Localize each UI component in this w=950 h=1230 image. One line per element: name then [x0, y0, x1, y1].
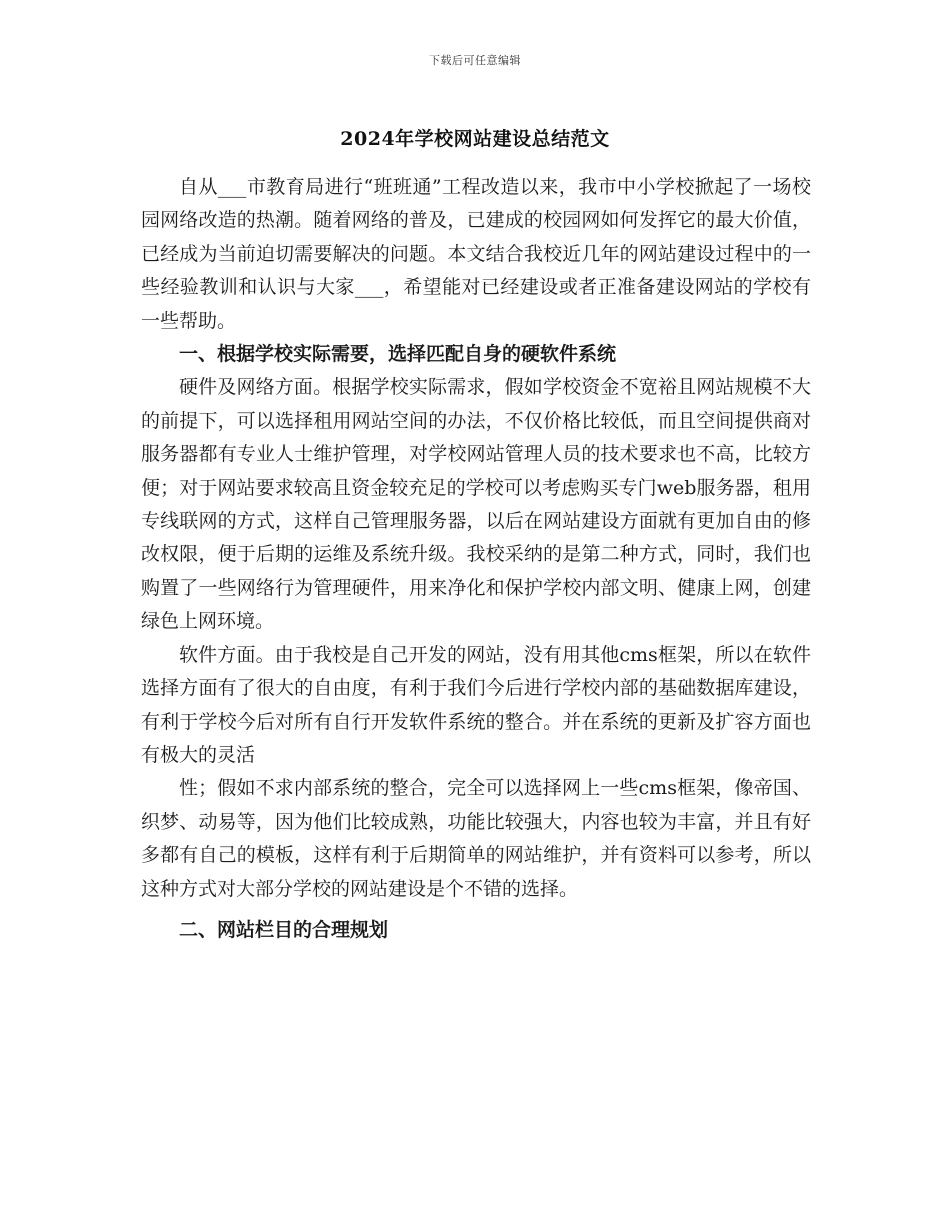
hardware-paragraph: 硬件及网络方面。根据学校实际需求，假如学校资金不宽裕且网站规模不大的前提下，可以选择租用网站空间的办法，不仅价格比较低，而且空间提供商对服务器都有专业人士维护管理，对学校网站管理人员的技术要求也不高，比较方便；对于网站要求较高且资金较充足的学校可以考虑购买专门web服务器，租用专线联网的方式，这样自己管理服务器，以后在网站建设方面就有更加自由的修改权限，便于后期的运维及系统升级。我校采纳的是第二种方式，同时，我们也购置了一些网络行为管理硬件，用来净化和保护学校内部文明、健康上网，创建绿色上网环境。: [141, 376, 811, 633]
section-gap: [141, 906, 811, 914]
intro-paragraph: 自从___市教育局进行“班班通”工程改造以来，我市中小学校掀起了一场校园网络改造的热潮。随着网络的普及，已建成的校园网如何发挥它的最大价值，已经成为当前迫切需要解决的问题。本文结合我校近几年的网站建设过程中的一些经验教训和认识与大家___，希望能对已经建设或者正准备建设网站的学校有一些帮助。: [141, 176, 811, 332]
section-2-heading: 二、网站栏目的合理规划: [179, 918, 389, 941]
section-1-heading: 一、根据学校实际需要，选择匹配自身的硬软件系统: [179, 343, 617, 366]
document-body: [141, 171, 811, 947]
software-paragraph: 软件方面。由于我校是自己开发的网站，没有用其他cms框架，所以在软件选择方面有了很大的自由度，有利于我们今后进行学校内部的基础数据库建设，有利于学校今后对所有自行开发软件系统的整合。并在系统的更新及扩容方面也有极大的灵活: [141, 643, 811, 766]
document-title: 2024年学校网站建设总结范文: [340, 128, 610, 150]
software-paragraph-continued: 性；假如不求内部系统的整合，完全可以选择网上一些cms框架，像帝国、织梦、动易等，因为他们比较成熟，功能比较强大，内容也较为丰富，并且有好多都有自己的模板，这样有利于后期简单的网站维护，并有资料可以参考，所以这种方式对大部分学校的网站建设是个不错的选择。: [141, 777, 811, 900]
header-note: 下载后可任意编辑: [429, 54, 521, 67]
